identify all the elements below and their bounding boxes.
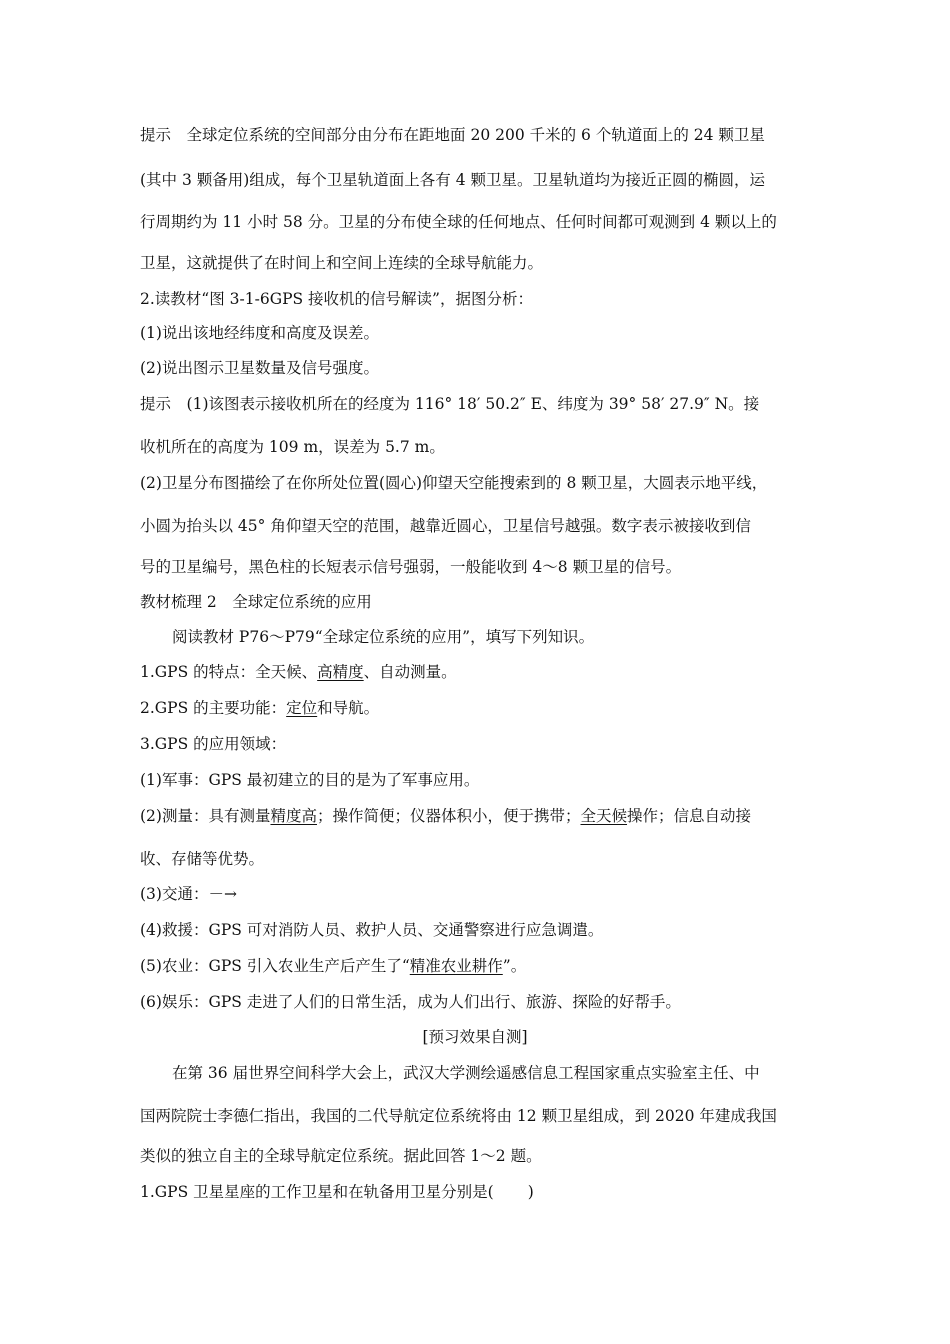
question-2-sub-2: (2)说出图示卫星数量及信号强度。: [140, 359, 379, 377]
hint-label: 提示: [140, 395, 172, 413]
answer-blank: 全天候: [580, 807, 628, 825]
selftest-line-3: 类似的独立自主的全球导航定位系统。据此回答 1～2 题。: [140, 1147, 542, 1165]
question-2-title: 2.读教材“图 3-1-6GPS 接收机的信号解读”，据图分析：: [140, 290, 533, 308]
hint2-line-4: 小圆为抬头以 45° 角仰望天空的范围，越靠近圆心，卫星信号越强。数字表示被接收到信: [140, 517, 751, 535]
hint1-line-2: (其中 3 颗备用)组成，每个卫星轨道面上各有 4 颗卫星。卫星轨道均为接近正圆的椭圆，运: [140, 171, 766, 189]
answer-blank: 定位: [286, 699, 318, 717]
gps-entertainment: (6)娱乐：GPS 走进了人们的日常生活，成为人们出行、旅游、探险的好帮手。: [140, 993, 681, 1011]
gps-fields-title: 3.GPS 的应用领域：: [140, 735, 287, 753]
question-2-sub-1: (1)说出该地经纬度和高度及误差。: [140, 324, 379, 342]
hint1-line-3: 行周期约为 11 小时 58 分。卫星的分布使全球的任何地点、任何时间都可观测到 4 颗以上的: [140, 213, 777, 231]
hint1-line-1: 提示 全球定位系统的空间部分由分布在距地面 20 200 千米的 6 个轨道面上的 24 颗卫星: [140, 126, 765, 144]
section-2-intro: 阅读教材 P76～P79“全球定位系统的应用”，填写下列知识。: [172, 628, 595, 646]
gps-agriculture: (5)农业：GPS 引入农业生产后产生了“精准农业耕作”。: [140, 957, 527, 975]
gps-survey: (2)测量：具有测量精度高；操作简便；仪器体积小，便于携带；全天候操作；信息自动接: [140, 807, 752, 825]
hint-label: 提示: [140, 126, 172, 144]
question-1: 1.GPS 卫星星座的工作卫星和在轨备用卫星分别是( ): [140, 1183, 534, 1201]
answer-blank: 精度高: [270, 807, 317, 825]
selftest-line-1: 在第 36 届世界空间科学大会上，武汉大学测绘遥感信息工程国家重点实验室主任、中: [172, 1064, 760, 1082]
gps-features: 1.GPS 的特点：全天候、高精度、自动测量。: [140, 663, 457, 681]
hint2-line-1: 提示 (1)该图表示接收机所在的经度为 116° 18′ 50.2″ E、纬度为 39° 58′ 27.9″ N。接: [140, 395, 760, 413]
selftest-line-2: 国两院院士李德仁指出，我国的二代导航定位系统将由 12 颗卫星组成，到 2020 年建成我国: [140, 1107, 777, 1125]
gps-traffic: (3)交通：－→: [140, 885, 237, 903]
gps-military: (1)军事：GPS 最初建立的目的是为了军事应用。: [140, 771, 480, 789]
hint2-line-3: (2)卫星分布图描绘了在你所处位置(圆心)仰望天空能搜索到的 8 颗卫星，大圆表示地平线，: [140, 474, 768, 492]
hint2-line-5: 号的卫星编号，黑色柱的长短表示信号强弱，一般能收到 4～8 颗卫星的信号。: [140, 558, 682, 576]
selftest-heading: [预习效果自测]: [422, 1028, 528, 1046]
gps-survey-line-2: 收、存储等优势。: [140, 850, 265, 868]
answer-blank: 精准农业耕作: [409, 957, 503, 975]
hint2-line-2: 收机所在的高度为 109 m，误差为 5.7 m。: [140, 438, 445, 456]
section-2-heading: 教材梳理 2 全球定位系统的应用: [140, 593, 372, 611]
gps-functions: 2.GPS 的主要功能：定位和导航。: [140, 699, 380, 717]
hint1-line-4: 卫星，这就提供了在时间上和空间上连续的全球导航能力。: [140, 254, 544, 272]
gps-rescue: (4)救援：GPS 可对消防人员、救护人员、交通警察进行应急调遣。: [140, 921, 604, 939]
answer-blank: 高精度: [317, 663, 364, 681]
